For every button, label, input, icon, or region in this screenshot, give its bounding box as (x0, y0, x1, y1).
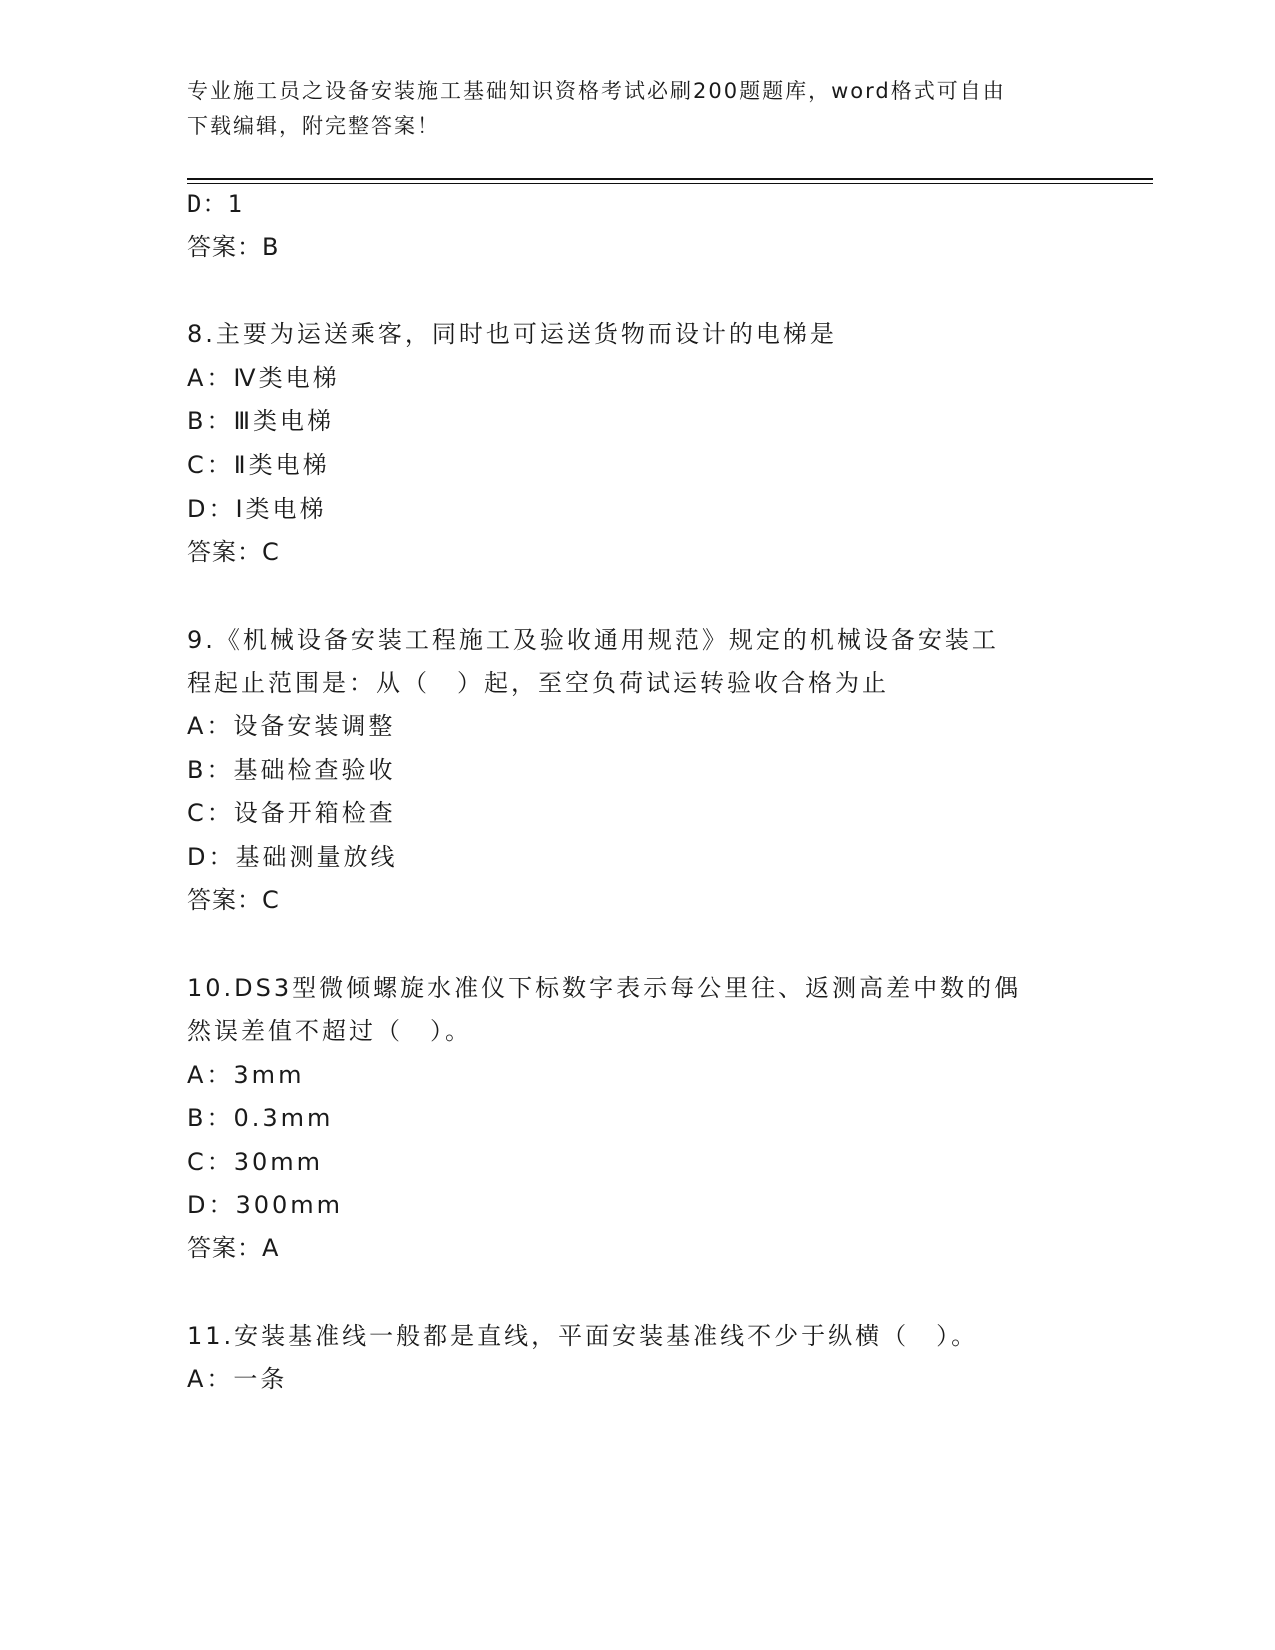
question-8-answer: 答案：C (187, 538, 280, 566)
question-10-option-c: C：30mm (187, 1148, 324, 1176)
question-10-option-b: B：0.3mm (187, 1104, 334, 1132)
question-9-stem-line-2: 程起止范围是：从（ ）起，至空负荷试运转验收合格为止 (187, 669, 889, 697)
question-8-option-c: C：Ⅱ类电梯 (187, 451, 330, 479)
question-8-option-d: D：Ⅰ类电梯 (187, 495, 327, 523)
header-line-1: 专业施工员之设备安装施工基础知识资格考试必刷200题题库，word格式可自由 (187, 79, 1006, 103)
page-header (187, 74, 1087, 144)
question-9-answer: 答案：C (187, 886, 280, 914)
header-line-2: 下载编辑，附完整答案！ (187, 114, 440, 138)
question-10-option-d: D：300mm (187, 1191, 344, 1219)
question-10-answer: 答案：A (187, 1234, 280, 1262)
question-8-option-b: B：Ⅲ类电梯 (187, 407, 335, 435)
question-9-option-c: C：设备开箱检查 (187, 799, 396, 827)
question-10-stem-line-1: 10.DS3型微倾螺旋水准仪下标数字表示每公里往、返测高差中数的偶 (187, 974, 1022, 1002)
question-10-stem-line-2: 然误差值不超过（ ）。 (187, 1017, 472, 1045)
header-divider-thick (187, 178, 1153, 180)
question-9-option-b: B：基础检查验收 (187, 756, 396, 784)
question-8-stem: 8.主要为运送乘客，同时也可运送货物而设计的电梯是 (187, 320, 837, 348)
prev-option-d: D：1 (187, 190, 243, 218)
prev-answer: 答案：B (187, 233, 280, 261)
question-8-option-a: A：Ⅳ类电梯 (187, 364, 340, 392)
question-10-option-a: A：3mm (187, 1061, 305, 1089)
header-divider-thin (187, 183, 1153, 184)
question-11-option-a: A：一条 (187, 1365, 288, 1393)
question-9-option-d: D：基础测量放线 (187, 843, 398, 871)
question-9-option-a: A：设备安装调整 (187, 712, 396, 740)
question-11-stem: 11.安装基准线一般都是直线，平面安装基准线不少于纵横（ ）。 (187, 1322, 979, 1350)
question-9-stem-line-1: 9.《机械设备安装工程施工及验收通用规范》规定的机械设备安装工 (187, 626, 999, 654)
